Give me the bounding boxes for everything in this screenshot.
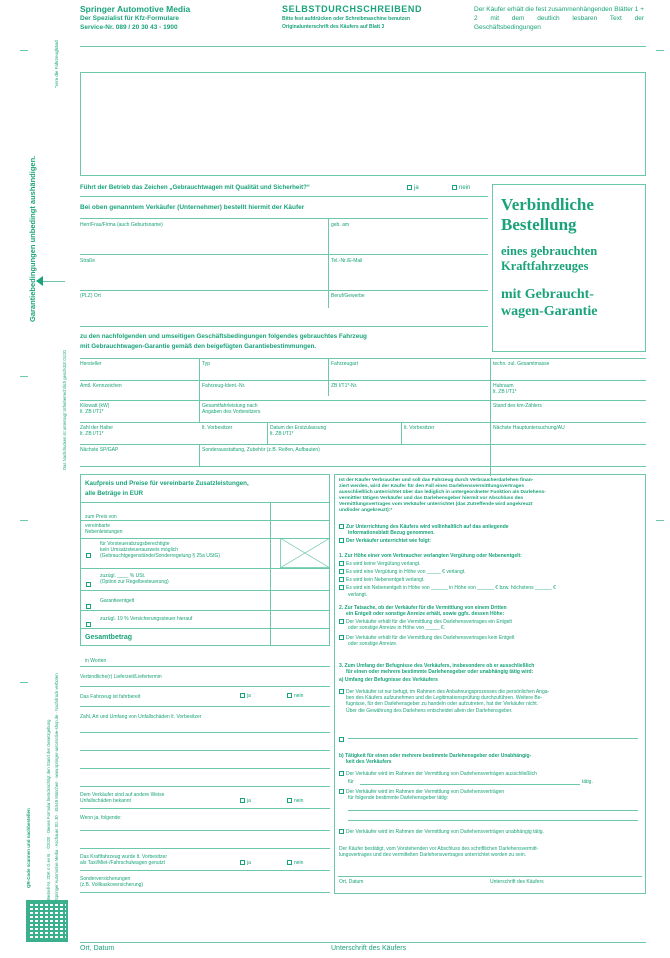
credit-intro-line: vermittler tätigen Verkäufer und das Darlehensgeber hiermit vor Abschluss des (339, 496, 524, 502)
credit-s3-empty-checkbox[interactable] (339, 731, 346, 749)
checkbox[interactable] (339, 771, 344, 776)
credit-s3h-text: Der Verkäufer wird im Rahmen der Vermittlung von Darlehensverträgen unabhängig tätig. (346, 829, 544, 835)
buyer-city-label: (PLZ) Ort (80, 293, 101, 299)
ust-line2: (Option zur Regelbesteuerung) (100, 579, 169, 585)
garantie-label: Garantieentgelt (100, 598, 135, 604)
qr-code[interactable] (26, 900, 68, 942)
dealer-stamp-box[interactable] (80, 72, 646, 176)
veh-vin: Fahrzeug-Ident.-Nr. (202, 383, 246, 389)
acc-q1-yes-label: ja (247, 693, 251, 699)
price-heading2: alle Beträge in EUR (85, 490, 144, 497)
credit-s1d-text: Es wird ein Nebenentgelt in Höhe von ______ in Höhe von ______ € bzw. höchstens ______ € (346, 585, 556, 591)
veh-owners-src: lt. ZB I/T1* (80, 431, 104, 437)
checkbox[interactable] (339, 577, 344, 582)
acc-q3a: Dem Verkäufer sind auf andere Weise (80, 792, 165, 798)
buyer-note: Der Käufer erhält die fest zusammenhängenden Blätter 1 + 2 mit dem deutlich lesbaren Text der Geschäftsbedingungen (474, 6, 645, 31)
title-line4: Kraftfahrzeuges (501, 259, 589, 273)
veh-kw: Kilowatt (kW) (80, 403, 110, 409)
veh-kind: Fahrzeugart (331, 361, 358, 367)
buyer-phone-label: Tel.-Nr./E-Mail (331, 258, 363, 264)
credit-s1c-text: Es wird kein Nebenentgelt verlangt. (346, 577, 425, 583)
legal-right: Das Nachdrucken ist untersagt Urheberrechtlich geschützt 01/20 (62, 350, 67, 470)
price-heading1: Kaufpreis und Preise für vereinbarte Zusatzleistungen, (85, 480, 249, 487)
delivery-label: Verbindliche(r) Lieferzeit/Liefertermin (80, 674, 162, 680)
credit-sign-place: Ort, Datum (339, 879, 364, 885)
credit-s2d2: oder sonstige Anreize. (348, 641, 398, 647)
credit-s3d-text: fugnisse, für den Darlehensgeber zu handeln oder aufzutreten, hat der Verkäufer nicht. (346, 701, 539, 708)
buyer-born-label: geb. am (331, 222, 350, 228)
acc-q3-no-label: nein (294, 798, 304, 804)
publisher-tagline: Der Spezialist für Kfz-Formulare (80, 15, 179, 22)
credit-s3e2: keit des Verkäufers (346, 759, 392, 765)
checkbox[interactable] (86, 553, 91, 558)
acc-q6b: (z.B. Vollkaskoversicherung) (80, 882, 144, 888)
credit-intro-line: ausschließlich unterrichtet über das lediglich in untergeordneter Funktion als Darlehens- (339, 490, 546, 496)
credit-s2d-text: Der Verkäufer erhält für die Vermittlung des Darlehensvertrages kein Entgelt (346, 635, 515, 641)
footer-sign: Unterschrift des Käufers (331, 945, 407, 952)
credit-s3d-text: ben des Käufers aufzunehmen und die Legitimationsprüfung durchzuführen. Weitere Be- (346, 695, 543, 702)
credit-confirm (339, 846, 538, 858)
credit-s3f2: für (348, 779, 354, 785)
guarantee-notice: Garantiebedingungen unbedingt aushändigen. (28, 155, 37, 322)
credit-s3f3: tätig. (582, 779, 593, 785)
title-line1: Verbindliche (501, 195, 594, 214)
credit-confirm-line: Der Käufer bestätigt, vom Vorstehenden vor Abschluss des schriftlichen Darlehensvermitt- (339, 846, 539, 852)
checkbox[interactable] (287, 798, 292, 803)
order-intro: Bei oben genanntem Verkäufer (Unternehmer) bestellt hiermit der Käufer (80, 204, 305, 211)
veh-extras: Sonderausstattung, Zubehör (z.B. Reifen, Aufbauten) (202, 447, 320, 453)
acc-q3-yes-label: ja (247, 798, 251, 804)
price-neben1: vereinbarte (85, 523, 111, 529)
veh-kw-src: lt. ZB I/T1* (80, 409, 104, 415)
credit-s1e: verlangt. (348, 592, 368, 598)
veh-mass: techn. zul. Gesamtmasse (493, 361, 550, 367)
checkbox[interactable] (339, 619, 344, 624)
publisher-name: Springer Automotive Media (80, 4, 191, 14)
veh-displacement: Hubraum (493, 383, 514, 389)
copy-label: "vom die Fahrzeughänd (54, 40, 59, 88)
credit-s2: 2. Zur Tatsache, ob der Verkäufer für die Vermittlung von einem Dritten (339, 605, 507, 611)
vorsteuer-checkbox[interactable] (86, 547, 93, 565)
veh-mileage: Gesamtfahrleistung nach (202, 403, 258, 409)
credit-intro-line: Vermittlungsvertrages vom Verkäufer unterrichtet (das Zutreffende wird angekreuzt (339, 502, 533, 508)
credit-s1a-text: Es wird keine Vergütung verlangt. (346, 561, 421, 567)
credit-c2 (339, 538, 431, 544)
veh-plate: Amtl. Kennzeichen (80, 383, 122, 389)
acc-q5-yes-label: ja (247, 860, 251, 866)
veh-next-sp: Nächste SP/GAP (80, 447, 119, 453)
credit-s3f-text: Der Verkäufer wird im Rahmen der Vermittlung von Darlehensverträgen ausschließlich (346, 771, 537, 777)
legal-mid: Springer Automotive Media · Aschauer Str. 30 · 81549 München · www.springer-automotive-shop.de · Nachdruck verboten (54, 673, 59, 900)
acc-q1-yes[interactable] (240, 693, 251, 699)
checkbox[interactable] (339, 689, 344, 694)
legal-left: Bestell-Nr. 2DK 4 G ev B. · ©2020 · Dieses Formular berücksichtigt den Stand der Gesetzgebung (46, 719, 51, 900)
checkbox[interactable] (86, 582, 91, 587)
acc-q1: Das Fahrzeug ist fahrbereit (80, 694, 141, 700)
credit-s1: 1. Zur Höhe einer vom Verbraucher verlangten Vergütung oder Nebenentgelt: (339, 553, 522, 559)
credit-s3e: b) Tätigkeit für einen oder mehrere bestimmte Darlehensgeber oder Unabhängig- (339, 753, 532, 759)
checkbox[interactable] (86, 622, 91, 627)
acc-q6a: Sonderversicherungen (80, 876, 131, 882)
zeichen-yes[interactable] (407, 185, 419, 192)
credit-intro-line: ziert werden, wird der Käufer für den Fall eines Darlehensvermittlungsvertrages (339, 484, 525, 490)
buyer-name-label: Herr/Frau/Firma (auch Geburtsname) (80, 222, 163, 228)
credit-s3d (339, 689, 549, 714)
conditions-line2: mit Gebrauchtwagen-Garantie gemäß den beigefügten Garantiebestimmungen. (80, 343, 317, 350)
self-copy-block (282, 4, 422, 31)
checkbox[interactable] (339, 524, 344, 529)
credit-c1b: Informationsblatt Bezug genommen. (348, 530, 435, 536)
veh-next-hu: Nächste Hauptuntersuchung/AU (493, 425, 565, 431)
credit-sign-buyer: Unterschrift des Käufers (490, 879, 544, 885)
gesamt-label: Gesamtbetrag (85, 634, 133, 641)
price-neben2: Nebenleistungen (85, 529, 123, 535)
veh-first-reg-prev: lt. Vorbesitzer (404, 425, 435, 431)
self-copy-line1: Bitte fest aufdrücken oder Schreibmaschine benutzen (282, 16, 411, 22)
veh-displacement-src: lt. ZB I/T1* (493, 389, 517, 395)
veh-manufacturer: Hersteller (80, 361, 102, 367)
footer-place: Ort, Datum (80, 945, 115, 952)
acc-q5b: als Taxi/Miet-/Fahrschulwagen genutzt (80, 860, 165, 866)
checkbox[interactable] (339, 561, 344, 566)
buyer-job-label: Beruf/Gewerbe (331, 293, 365, 299)
acc-q1-no[interactable] (287, 693, 303, 699)
checkbox[interactable] (339, 829, 344, 834)
zeichen-no-label: nein (459, 185, 471, 192)
credit-intro-line: und/oder angekreuzt):* (339, 508, 393, 514)
credit-confirm-line: lungsvertrages und des vermittelten Darlehensvertrages unterrichtet worden zu sein. (339, 852, 527, 859)
credit-s1d (339, 585, 556, 591)
checkbox[interactable] (407, 185, 412, 190)
arrow-left-icon (36, 276, 43, 286)
checkbox[interactable] (240, 798, 245, 803)
acc-q3-no[interactable] (287, 798, 303, 804)
acc-q4: Wenn ja, folgende: (80, 815, 122, 821)
title-line2: Bestellung (501, 215, 577, 234)
title-line3: eines gebrauchten (501, 244, 598, 258)
credit-s3: 3. Zum Umfang der Befugnisse des Verkäufers, insbesondere ob er ausschließlich (339, 663, 535, 669)
title-line6: wagen-Garantie (501, 304, 598, 319)
veh-type: Typ (202, 361, 211, 367)
checkbox[interactable] (339, 538, 344, 543)
ust-line1: zuzügl. ____ % USt. (100, 573, 146, 579)
acc-q3-yes[interactable] (240, 798, 251, 804)
title-line5: mit Gebraucht- (501, 287, 594, 302)
credit-s3f (339, 771, 537, 777)
credit-s3c: a) Umfang der Befugnisse des Verkäufers (339, 677, 438, 683)
self-copy-title: SELBSTDURCHSCHREIBEND (282, 4, 423, 14)
credit-s3d-text: Der Verkäufer ist nur befugt, im Rahmen des Anbahnungsprozesses die persönlichen Anga- (346, 689, 550, 695)
veh-owners-prev: lt. Vorbesitzer (202, 425, 233, 431)
credit-s3g-text: Der Verkäufer wird im Rahmen der Vermittlung von Darlehensverträgen (346, 789, 505, 795)
buyer-street-label: Straße (80, 258, 96, 264)
price-words: in Worten (85, 658, 107, 664)
checkbox[interactable] (287, 860, 292, 865)
veh-owners: Zahl der Halter (80, 425, 114, 431)
checkbox[interactable] (339, 635, 344, 640)
credit-s2c2: oder sonstige Anreize in Höhe von _____ €. (348, 625, 446, 631)
credit-s1c (339, 577, 425, 583)
credit-s3b: für einen oder mehrere bestimmte Darlehensgeber oder unabhängig tätig wird: (346, 669, 534, 675)
versich-checkbox[interactable] (86, 616, 93, 634)
credit-intro (339, 478, 546, 515)
checkbox[interactable] (339, 585, 344, 590)
credit-s1a (339, 561, 421, 567)
zeichen-no[interactable] (452, 185, 470, 192)
conditions-line1: zu den nachfolgenden und umseitigen Geschäftsbedingungen folgendes gebrauchtes Fahrzeug (80, 333, 367, 340)
checkbox[interactable] (339, 789, 344, 794)
acc-q5-no-label: nein (294, 860, 304, 866)
acc-q2: Zahl, Art und Umfang von Unfallschäden lt. Vorbesitzer (80, 714, 202, 720)
veh-odometer: Stand des km-Zählers (493, 403, 542, 409)
acc-q1-no-label: nein (294, 693, 304, 699)
credit-c1-text: Zur Unterrichtung des Käufers wird vollinhaltlich auf das anliegende (346, 524, 509, 530)
zeichen-yes-label: ja (414, 185, 419, 192)
publisher-service: Service-Nr. 089 / 20 30 43 - 1900 (80, 24, 178, 31)
checkbox[interactable] (287, 693, 292, 698)
checkbox[interactable] (339, 737, 344, 742)
credit-c2-text: Der Verkäufer unterrichtet wie folgt: (346, 538, 432, 544)
garantie-checkbox[interactable] (86, 598, 93, 616)
qr-label: QR-Code scannen und nachbestellen (26, 808, 31, 888)
checkbox[interactable] (240, 693, 245, 698)
veh-mileage-src: Angaben des Vorbesitzers (202, 409, 261, 415)
veh-first-reg-src: lt. ZB I/T1* (270, 431, 294, 437)
versich-label: zuzügl. 19 % Versicherungssteuer hierauf (100, 616, 193, 622)
ust-checkbox[interactable] (86, 576, 93, 594)
checkbox[interactable] (86, 604, 91, 609)
acc-q3b: Unfallschäden bekannt (80, 798, 131, 804)
publisher-block (80, 4, 190, 32)
zeichen-text: Führt der Betrieb das Zeichen „Gebrauchtwagen mit Qualität und Sicherheit?“ (80, 184, 311, 191)
title-box (492, 184, 646, 352)
veh-first-reg: Datum der Erstzulassung (270, 425, 327, 431)
vorsteuer-line1: für Vorsteuerabzugsberechtigte (100, 541, 170, 547)
credit-s1b-text: Es wird eine Vergütung in Höhe von _____ € verlangt. (346, 569, 466, 575)
veh-zb-nr: ZB I/T1*-Nr. (331, 383, 358, 389)
self-copy-line2: Originalunterschrift des Käufers auf Blatt 3 (282, 24, 385, 30)
vorsteuer-line3: (Gebrauchtgegenstände/Sonderregelung § 25a UStG) (100, 553, 221, 559)
checkbox[interactable] (339, 569, 344, 574)
credit-s2c-text: Der Verkäufer erhält für die Vermittlung des Darlehensvertrages ein Entgelt (346, 619, 512, 625)
zeichen-question (80, 184, 310, 191)
vorsteuer-line2: kein Umsatzsteuerausweis möglich (100, 547, 179, 553)
acc-q5a: Das Kraftfahrzeug wurde lt. Vorbesitzer (80, 854, 167, 860)
credit-s1b (339, 569, 466, 575)
checkbox[interactable] (452, 185, 457, 190)
credit-s3h (339, 829, 544, 835)
credit-s3g2: für folgende bestimmte Darlehensgeber tätig: (348, 795, 449, 801)
credit-intro-line: Ist der Käufer Verbraucher und soll das Fahrzeug durch Verbraucherdarlehen finan- (339, 478, 534, 483)
checkbox[interactable] (240, 860, 245, 865)
credit-s2b: ein Entgelt oder sonstige Anreize erhält, sowie ggfs. dessen Höhe: (346, 611, 505, 617)
crossed-box (280, 538, 330, 568)
credit-s3d-text: Über die Gewährung des Darlehens entscheidet allein der Darlehensgeber. (346, 707, 513, 714)
acc-q5-yes[interactable] (240, 860, 251, 866)
price-base: zum Preis von (85, 514, 117, 520)
acc-q5-no[interactable] (287, 860, 303, 866)
